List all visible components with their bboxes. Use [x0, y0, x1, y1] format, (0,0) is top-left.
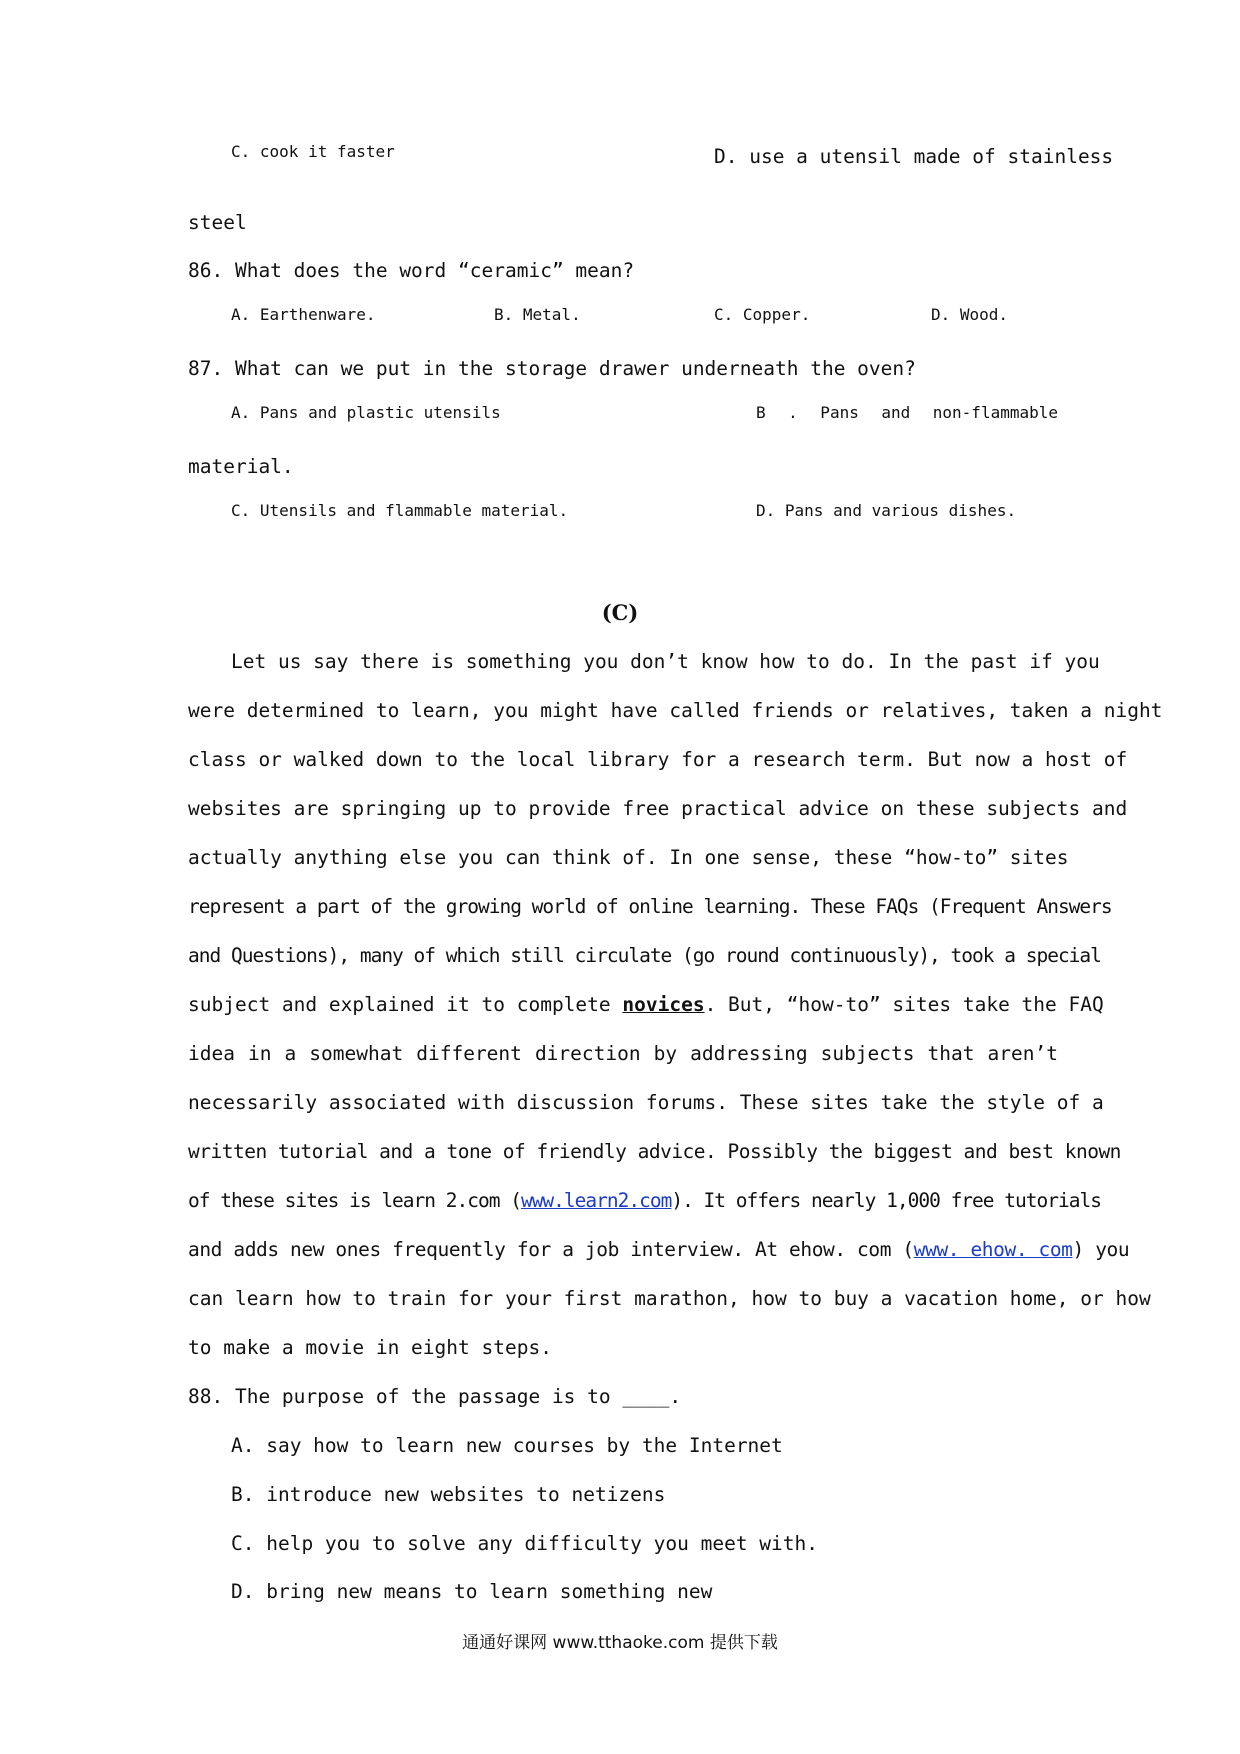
passage-line: and Questions), many of which still circulate (go round continuously), took a special [188, 944, 1101, 967]
q86-question: 86. What does the word “ceramic” mean? [188, 259, 635, 282]
passage-text: ) you [1072, 1238, 1130, 1261]
passage-line: represent a part of the growing world of online learning. These FAQs (Frequent Answers [188, 895, 1112, 918]
q88-option-b: B. introduce new websites to netizens [231, 1483, 666, 1506]
passage-text: of these sites is learn 2.com ( [188, 1189, 521, 1212]
passage-line: class or walked down to the local library for a research term. But now a host of [188, 748, 1128, 771]
q87-option-a: A. Pans and plastic utensils [231, 403, 501, 422]
passage-text: ). It offers nearly 1,000 free tutorials [671, 1189, 1101, 1212]
q85-option-c: C. cook it faster [231, 142, 395, 161]
passage-line: necessarily associated with discussion forums. These sites take the style of a [188, 1091, 1104, 1114]
passage-line [188, 1186, 1101, 1216]
passage-line [188, 1235, 1130, 1265]
q88-question: 88. The purpose of the passage is to ____. [188, 1385, 682, 1408]
q88-option-c: C. help you to solve any difficulty you meet with. [231, 1532, 818, 1555]
q87-option-b: B . Pans and non-flammable [756, 403, 1058, 422]
passage-line: were determined to learn, you might have called friends or relatives, taken a night [188, 699, 1163, 722]
passage-line: written tutorial and a tone of friendly advice. Possibly the biggest and best known [188, 1140, 1121, 1163]
passage-line [188, 990, 1104, 1020]
q88-option-d: D. bring new means to learn something new [231, 1580, 713, 1603]
ehow-link[interactable]: www. ehow. com [913, 1238, 1073, 1261]
q85-option-d-continued: steel [188, 211, 247, 234]
passage-line: idea in a somewhat different direction by addressing subjects that aren’t [188, 1042, 1058, 1065]
q86-option-c: C. Copper. [714, 305, 811, 324]
passage-line: actually anything else you can think of. In one sense, these “how-to” sites [188, 846, 1069, 869]
passage-line: to make a movie in eight steps. [188, 1336, 552, 1359]
passage-text: and adds new ones frequently for a job interview. At ehow. com ( [188, 1238, 914, 1261]
q86-option-d: D. Wood. [931, 305, 1009, 324]
q86-option-b: B. Metal. [494, 305, 581, 324]
q88-option-a: A. say how to learn new courses by the Internet [231, 1434, 783, 1457]
q85-option-d: D. use a utensil made of stainless [714, 145, 1114, 168]
q87-question: 87. What can we put in the storage drawer underneath the oven? [188, 357, 916, 380]
novices-keyword: novices [622, 993, 705, 1016]
q86-option-a: A. Earthenware. [231, 305, 376, 324]
q87-option-b-continued: material. [188, 455, 294, 478]
section-heading: (C) [601, 600, 639, 625]
passage-line: Let us say there is something you don’t know how to do. In the past if you [231, 650, 1100, 673]
passage-text: subject and explained it to complete [188, 993, 623, 1016]
learn2-link[interactable]: www.learn2.com [520, 1189, 672, 1212]
q87-option-c: C. Utensils and flammable material. [231, 501, 569, 520]
passage-line: can learn how to train for your first marathon, how to buy a vacation home, or how [188, 1287, 1151, 1310]
passage-line: websites are springing up to provide free practical advice on these subjects and [188, 797, 1128, 820]
q87-option-d: D. Pans and various dishes. [756, 501, 1017, 520]
passage-text: . But, “how-to” sites take the FAQ [704, 993, 1104, 1016]
page-footer: 通通好课网 www.tthaoke.com 提供下载 [462, 1633, 778, 1653]
